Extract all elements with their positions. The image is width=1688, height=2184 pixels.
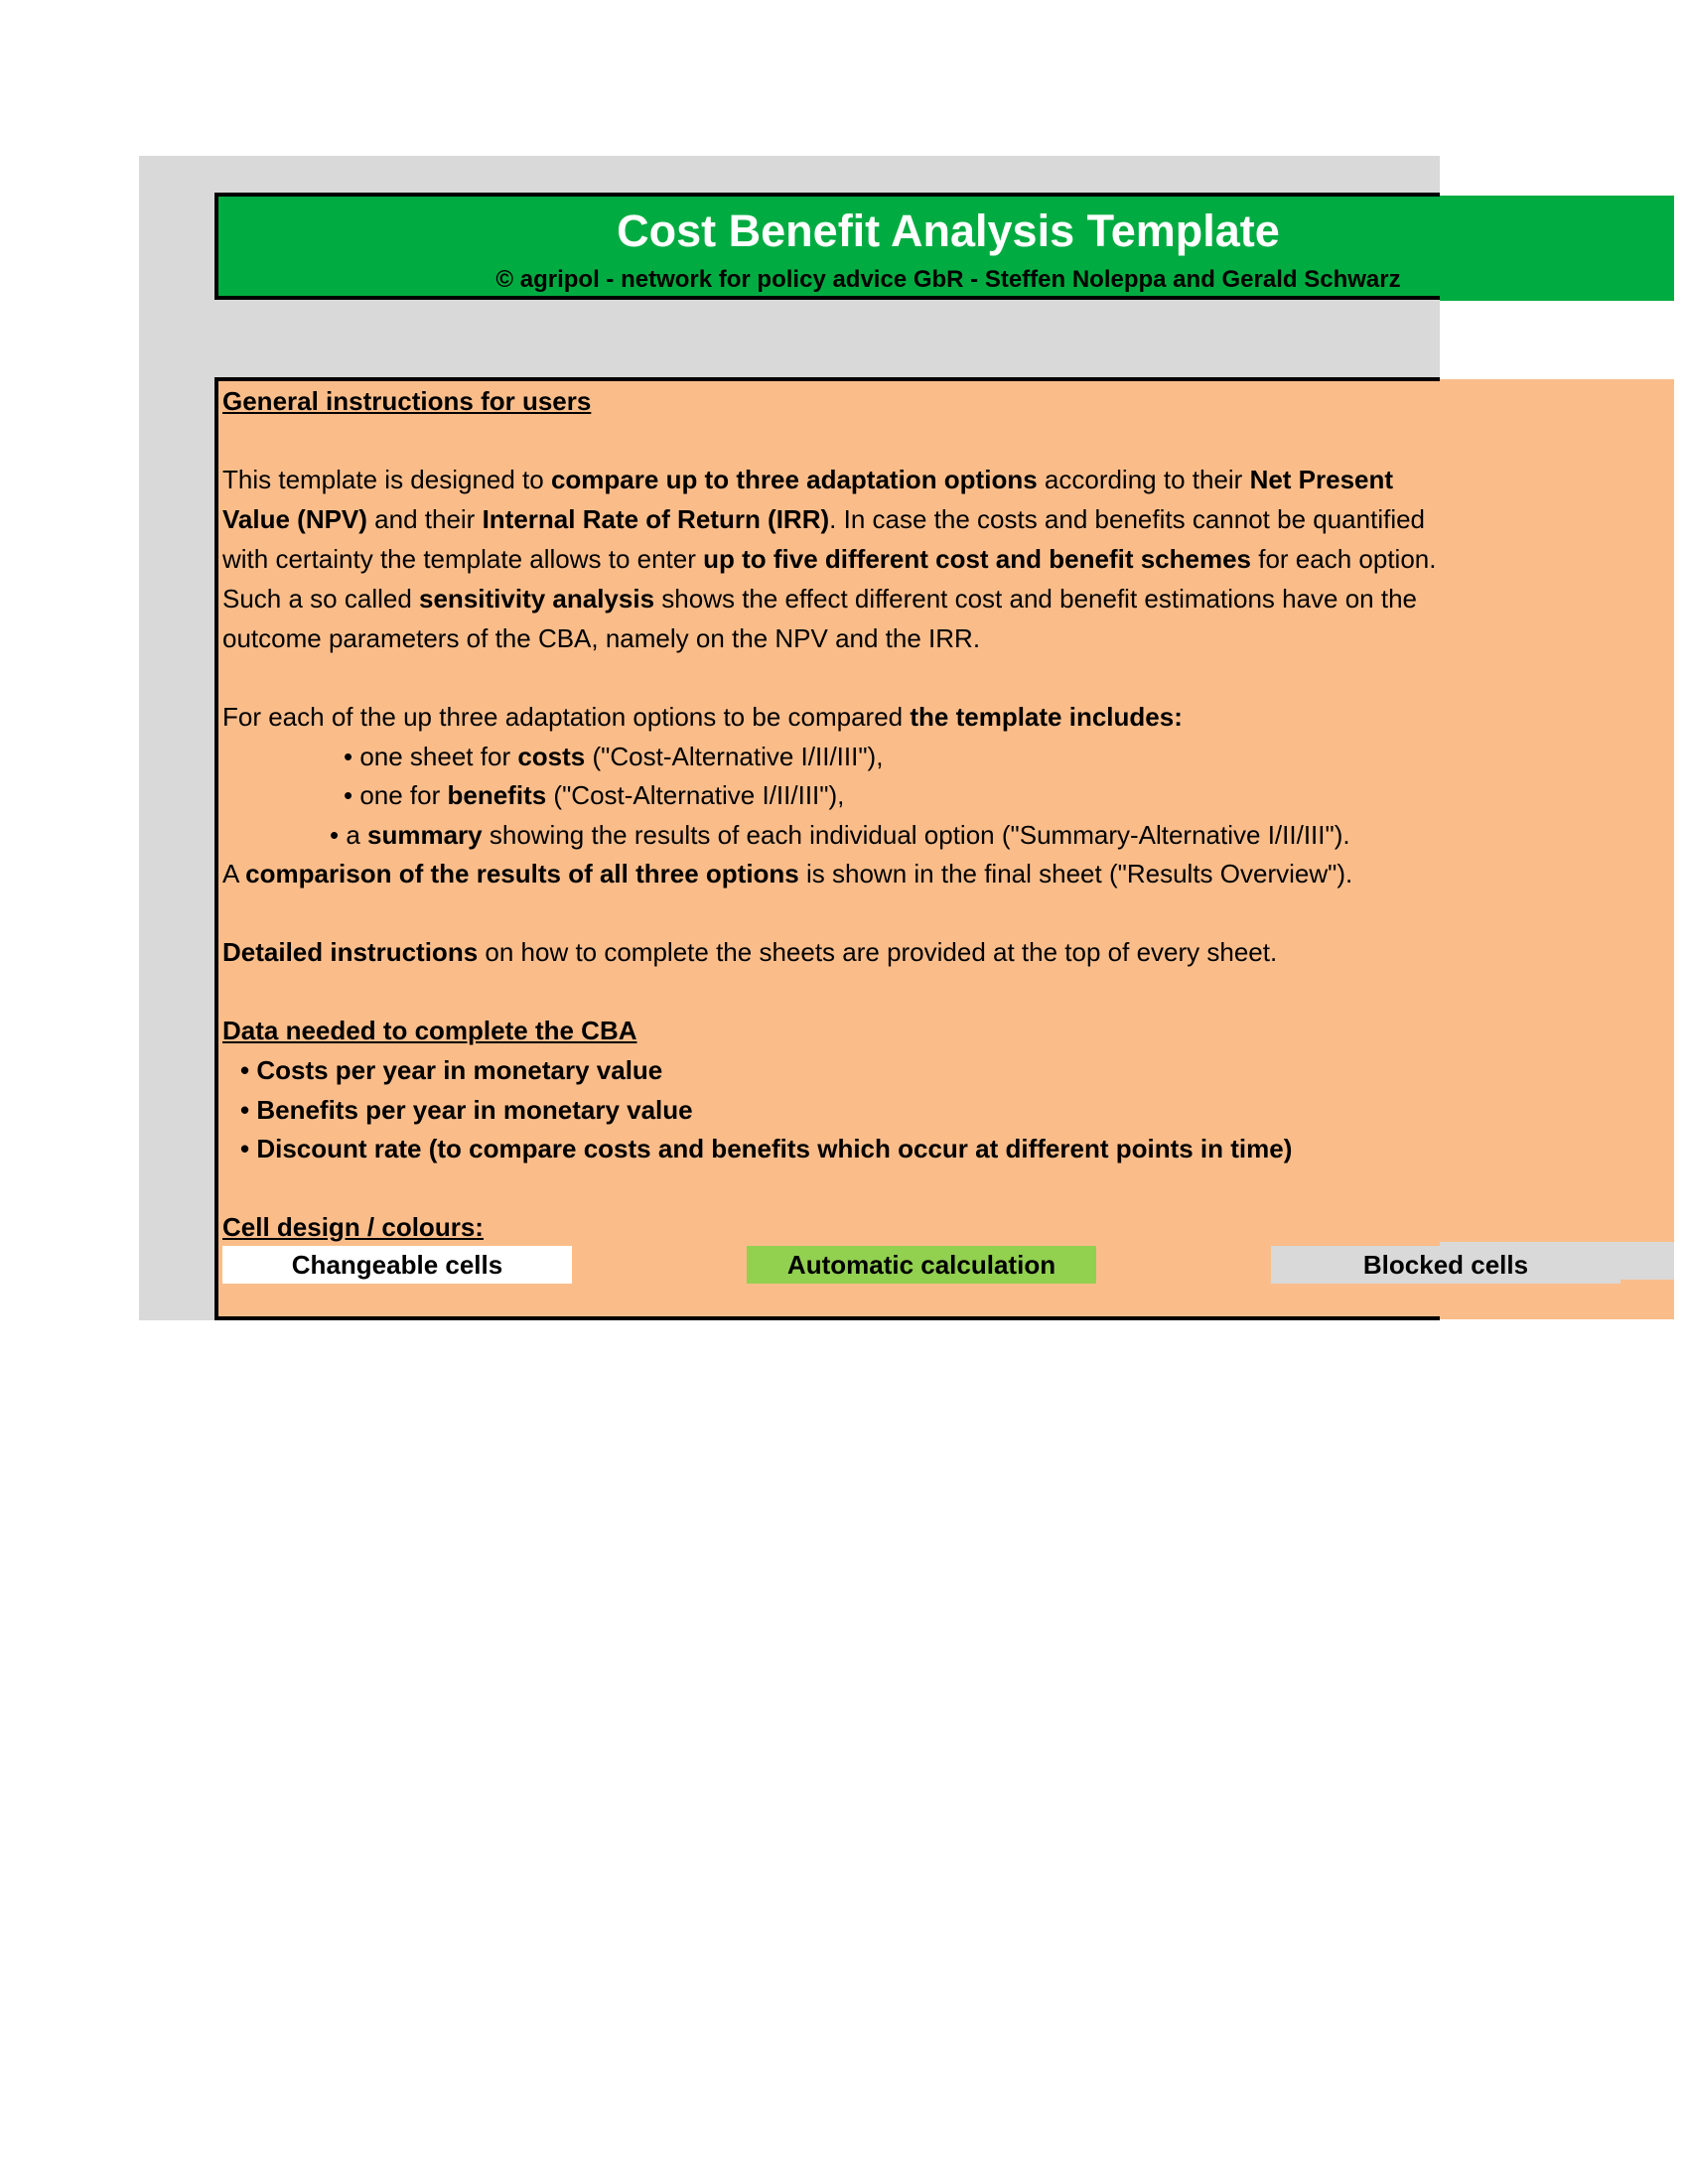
- data-item-discount-rate: • Discount rate (to compare costs and benefits which occur at different points in time): [240, 1134, 1293, 1163]
- cell-design-heading: Cell design / colours:: [222, 1212, 484, 1242]
- intro-line-1: This template is designed to compare up to three adaptation options according to their Net Present: [222, 465, 1394, 494]
- general-instructions-heading: General instructions for users: [222, 386, 592, 416]
- template-includes-line: For each of the up three adaptation options to be compared the template includes:: [222, 702, 1183, 732]
- bullet-benefits: • one for benefits ("Cost-Alternative I/II/III"),: [344, 780, 845, 810]
- intro-line-4: Such a so called sensitivity analysis shows the effect different cost and benefit estimations have on the: [222, 584, 1418, 614]
- detailed-instructions-line: Detailed instructions on how to complete the sheets are provided at the top of every sheet.: [222, 937, 1278, 967]
- title-banner: [214, 193, 1440, 300]
- data-item-benefits: • Benefits per year in monetary value: [240, 1095, 693, 1125]
- intro-line-2: Value (NPV) and their Internal Rate of Return (IRR). In case the costs and benefits cannot be quantified: [222, 504, 1426, 534]
- bullet-costs: • one sheet for costs ("Cost-Alternative I/II/III"),: [344, 742, 884, 771]
- bullet-summary: • a summary showing the results of each individual option ("Summary-Alternative I/II/III").: [330, 820, 1350, 850]
- data-item-costs: • Costs per year in monetary value: [240, 1055, 663, 1085]
- comparison-line: A comparison of the results of all three options is shown in the final sheet ("Results Overview").: [222, 859, 1353, 888]
- intro-line-3: with certainty the template allows to enter up to five different cost and benefit schemes for each option.: [222, 544, 1437, 574]
- instructions-overflow-fill: [1440, 379, 1674, 1319]
- instructions-panel: [214, 377, 1529, 1320]
- swatch-blocked-cells: Blocked cells: [1271, 1246, 1620, 1284]
- data-needed-heading: Data needed to complete the CBA: [222, 1016, 637, 1045]
- swatch-changeable-cells: Changeable cells: [222, 1246, 572, 1284]
- copyright-subtitle: © agripol - network for policy advice GbR - Steffen Noleppa and Gerald Schwarz: [495, 266, 1401, 293]
- swatch-automatic-calculation: Automatic calculation: [747, 1246, 1096, 1284]
- page-title: Cost Benefit Analysis Template: [617, 205, 1280, 256]
- intro-line-5: outcome parameters of the CBA, namely on the NPV and the IRR.: [222, 623, 981, 653]
